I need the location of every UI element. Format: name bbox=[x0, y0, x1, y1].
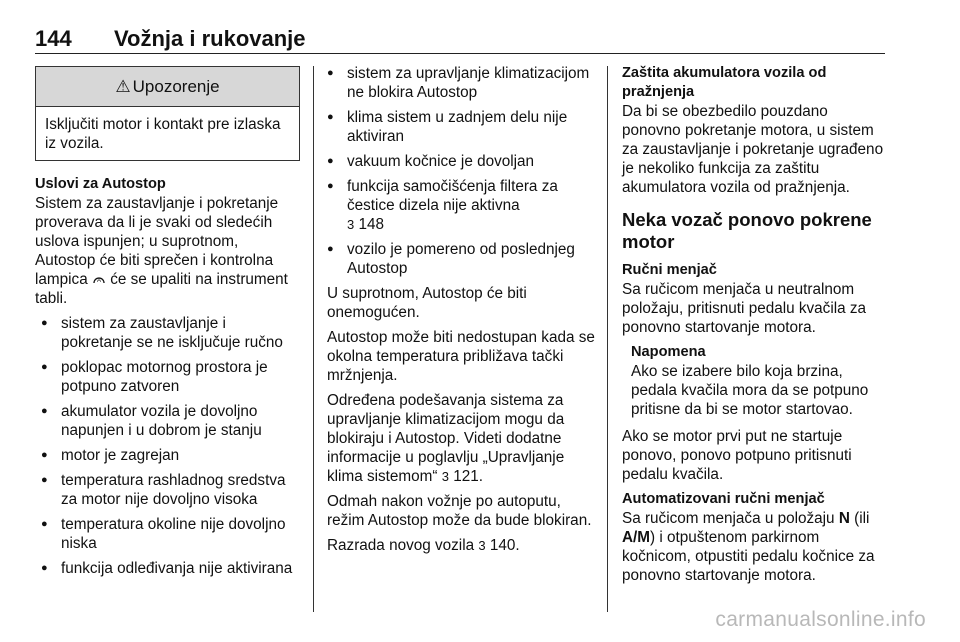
page-ref-link[interactable]: 121. bbox=[453, 468, 483, 485]
list-item: ● klima sistem u zadnjem delu nije aktiviran bbox=[327, 108, 595, 146]
paragraph-disabled: U suprotnom, Autostop će biti onemogućen. bbox=[327, 285, 527, 321]
conditions-list-continued bbox=[327, 64, 595, 278]
list-item: ● sistem za upravljanje klimatizacijom ne blokira Autostop bbox=[327, 64, 595, 102]
page-ref-link[interactable]: 148 bbox=[358, 216, 385, 233]
note-box bbox=[631, 343, 888, 419]
auto-text-c: ) i otpuštenom parkirnom kočnicom, otpustiti pedalu kočnice za ponovno startovanje motora. bbox=[622, 529, 875, 584]
manual-transmission-text: Sa ručicom menjača u neutralnom položaju, pritisnuti pedalu kvačila za ponovno startovanje motora. bbox=[622, 281, 867, 336]
automated-manual-heading: Automatizovani ručni menjač bbox=[622, 491, 825, 507]
list-item: ● temperatura rashladnog sredstva za motor nije dovoljno visoka bbox=[41, 471, 300, 509]
column-divider-1 bbox=[313, 66, 314, 612]
page-header bbox=[35, 26, 885, 54]
list-item: ● sistem za zaustavljanje i pokretanje se ne isključuje ručno bbox=[41, 314, 300, 352]
page-title: Vožnja i rukovanje bbox=[114, 26, 306, 51]
list-item: ● poklopac motornog prostora je potpuno zatvoren bbox=[41, 358, 300, 396]
page-ref-icon: 3 bbox=[478, 538, 486, 553]
list-item: ● motor je zagrejan bbox=[41, 446, 300, 465]
column-1 bbox=[35, 64, 300, 584]
autostop-conditions-heading: Uslovi za Autostop bbox=[35, 176, 166, 192]
svg-text:A: A bbox=[96, 278, 101, 284]
column-3 bbox=[622, 64, 888, 591]
list-item: ● funkcija odleđivanja nije aktivirana bbox=[41, 559, 300, 578]
auto-text-a: Sa ručicom menjača u položaju bbox=[622, 510, 835, 527]
page-ref-icon: 3 bbox=[347, 217, 355, 232]
manual-transmission-heading: Ručni menjač bbox=[622, 262, 717, 278]
paragraph-highway: Odmah nakon vožnje po autoputu, režim Autostop može da bude blokiran. bbox=[327, 493, 592, 529]
list-item: ● vakuum kočnice je dovoljan bbox=[327, 152, 595, 171]
page-ref-link[interactable]: 140. bbox=[489, 537, 520, 554]
battery-protection-text: Da bi se obezbedilo pouzdano ponovno pokretanje motora, u sistem za zaustavljanje i pokretanje ugrađeno je nekoliko funkcija za zaštitu akumulatora vozila od pražnjenja. bbox=[622, 103, 884, 196]
automated-manual-text bbox=[622, 509, 888, 585]
autostop-conditions-intro bbox=[35, 194, 300, 308]
list-item-text: funkcija samočišćenja filtera za čestice dizela nije aktivna bbox=[347, 178, 558, 214]
paragraph-temperature: Autostop može biti nedostupan kada se okolna temperatura približava tački mržnjenja. bbox=[327, 329, 595, 384]
warning-triangle-icon: ⚠ bbox=[115, 77, 131, 96]
driver-restart-heading: Neka vozač ponovo pokrene motor bbox=[622, 209, 872, 252]
paragraph-break-in-text: Razrada novog vozila bbox=[327, 537, 475, 554]
retry-text: Ako se motor prvi put ne startuje ponovo, ponovo potpuno pritisnuti pedalu kvačila. bbox=[622, 428, 852, 483]
paragraph-climate bbox=[327, 391, 595, 486]
battery-protection-heading: Zaštita akumulatora vozila od pražnjenja bbox=[622, 65, 827, 100]
gear-n-label: N bbox=[838, 510, 850, 527]
autostop-lamp-icon bbox=[92, 271, 110, 288]
column-2 bbox=[327, 64, 595, 561]
intro-text-a: Sistem za zaustavljanje i pokretanje proverava da li je svaki od sledećih uslova ispunjen; u suprotnom, Autostop će biti sprečen i kontrolna lampica bbox=[35, 195, 279, 288]
list-item bbox=[327, 177, 595, 234]
warning-box bbox=[35, 66, 300, 161]
warning-header bbox=[36, 67, 299, 107]
note-text: Ako se izabere bilo koja brzina, pedala kvačila mora da se potpuno pritisne da bi se motor startovao. bbox=[631, 363, 869, 418]
page-ref-icon: 3 bbox=[441, 469, 449, 484]
paragraph-climate-text: Određena podešavanja sistema za upravljanje klimatizacijom mogu da blokiraju i Autostop. Videti dodatne informacije u poglavlju „Upravljanje klima sistemom“ bbox=[327, 392, 565, 485]
column-divider-2 bbox=[607, 66, 608, 612]
warning-title: Upozorenje bbox=[132, 77, 220, 96]
list-item: ● vozilo je pomereno od poslednjeg Autostop bbox=[327, 240, 595, 278]
auto-text-b: (ili bbox=[854, 510, 870, 527]
note-heading: Napomena bbox=[631, 344, 706, 360]
warning-text: Isključiti motor i kontakt pre izlaska iz vozila. bbox=[45, 116, 281, 152]
paragraph-break-in bbox=[327, 536, 595, 555]
page-number: 144 bbox=[35, 26, 72, 51]
intro-text-b: će se upaliti na instrument tabli. bbox=[35, 271, 288, 307]
list-item: ● akumulator vozila je dovoljno napunjen i u dobrom je stanju bbox=[41, 402, 300, 440]
gear-am-label: A/M bbox=[622, 529, 651, 546]
list-item: ● temperatura okoline nije dovoljno niska bbox=[41, 515, 300, 553]
conditions-list bbox=[41, 314, 300, 578]
watermark: carmanualsonline.info bbox=[715, 608, 926, 631]
